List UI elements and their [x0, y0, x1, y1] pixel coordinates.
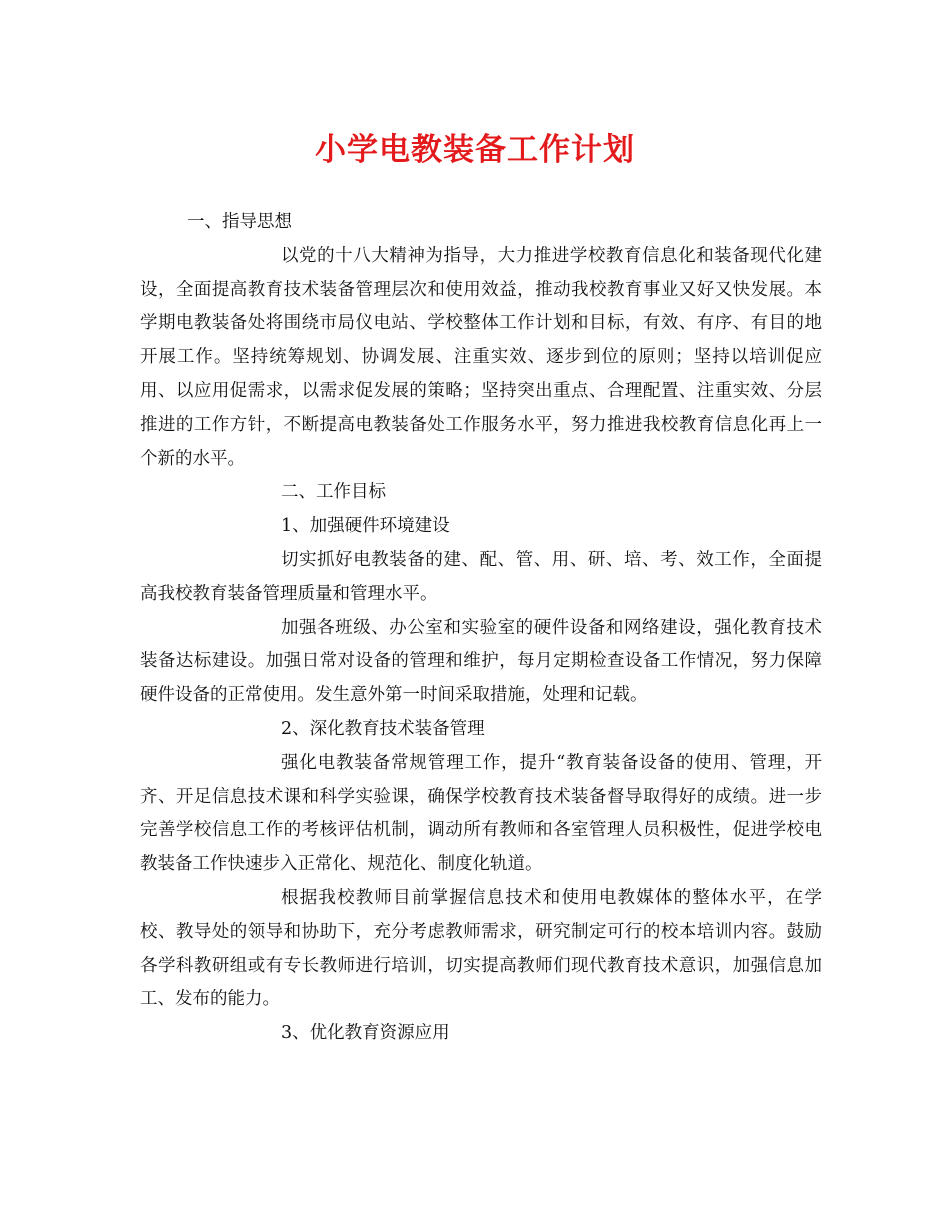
- document-body: [140, 206, 822, 1051]
- paragraph-hardware-1: 切实抓好电教装备的建、配、管、用、研、培、考、效工作，全面提高我校教育装备管理质量和管理水平。: [140, 549, 822, 604]
- subheading-hardware: 1、加强硬件环境建设: [281, 516, 450, 537]
- subheading-resources: 3、优化教育资源应用: [281, 1023, 450, 1044]
- paragraph-management-2: 根据我校教师目前掌握信息技术和使用电教媒体的整体水平，在学校、教导处的领导和协助下，充分考虑教师需求，研究制定可行的校本培训内容。鼓励各学科教研组或有专长教师进行培训，切实提高教师们现代教育技术意识，加强信息加工、发布的能力。: [140, 887, 822, 1010]
- subheading-management: 2、深化教育技术装备管理: [281, 718, 485, 739]
- heading-work-goals: 二、工作目标: [281, 482, 386, 503]
- paragraph-guiding-thought: 以党的十八大精神为指导，大力推进学校教育信息化和装备现代化建设，全面提高教育技术装备管理层次和使用效益，推动我校教育事业又好又快发展。本学期电教装备处将围绕市局仪电站、学校整体工作计划和目标，有效、有序、有目的地开展工作。坚持统筹规划、协调发展、注重实效、逐步到位的原则；坚持以培训促应用、以应用促需求，以需求促发展的策略；坚持突出重点、合理配置、注重实效、分层推进的工作方针，不断提高电教装备处工作服务水平，努力推进我校教育信息化再上一个新的水平。: [140, 245, 822, 469]
- paragraph-hardware-2: 加强各班级、办公室和实验室的硬件设备和网络建设，强化教育技术装备达标建设。加强日常对设备的管理和维护，每月定期检查设备工作情况，努力保障硬件设备的正常使用。发生意外第一时间采取措施，处理和记载。: [140, 617, 822, 706]
- document-title: 小学电教装备工作计划: [315, 132, 635, 168]
- heading-guiding-thought: 一、指导思想: [187, 212, 292, 232]
- paragraph-management-1: 强化电教装备常规管理工作，提升“教育装备设备的使用、管理，开齐、开足信息技术课和科学实验课，确保学校教育技术装备督导取得好的成绩。进一步完善学校信息工作的考核评估机制，调动所有教师和各室管理人员积极性，促进学校电教装备工作快速步入正常化、规范化、制度化轨道。: [140, 752, 822, 875]
